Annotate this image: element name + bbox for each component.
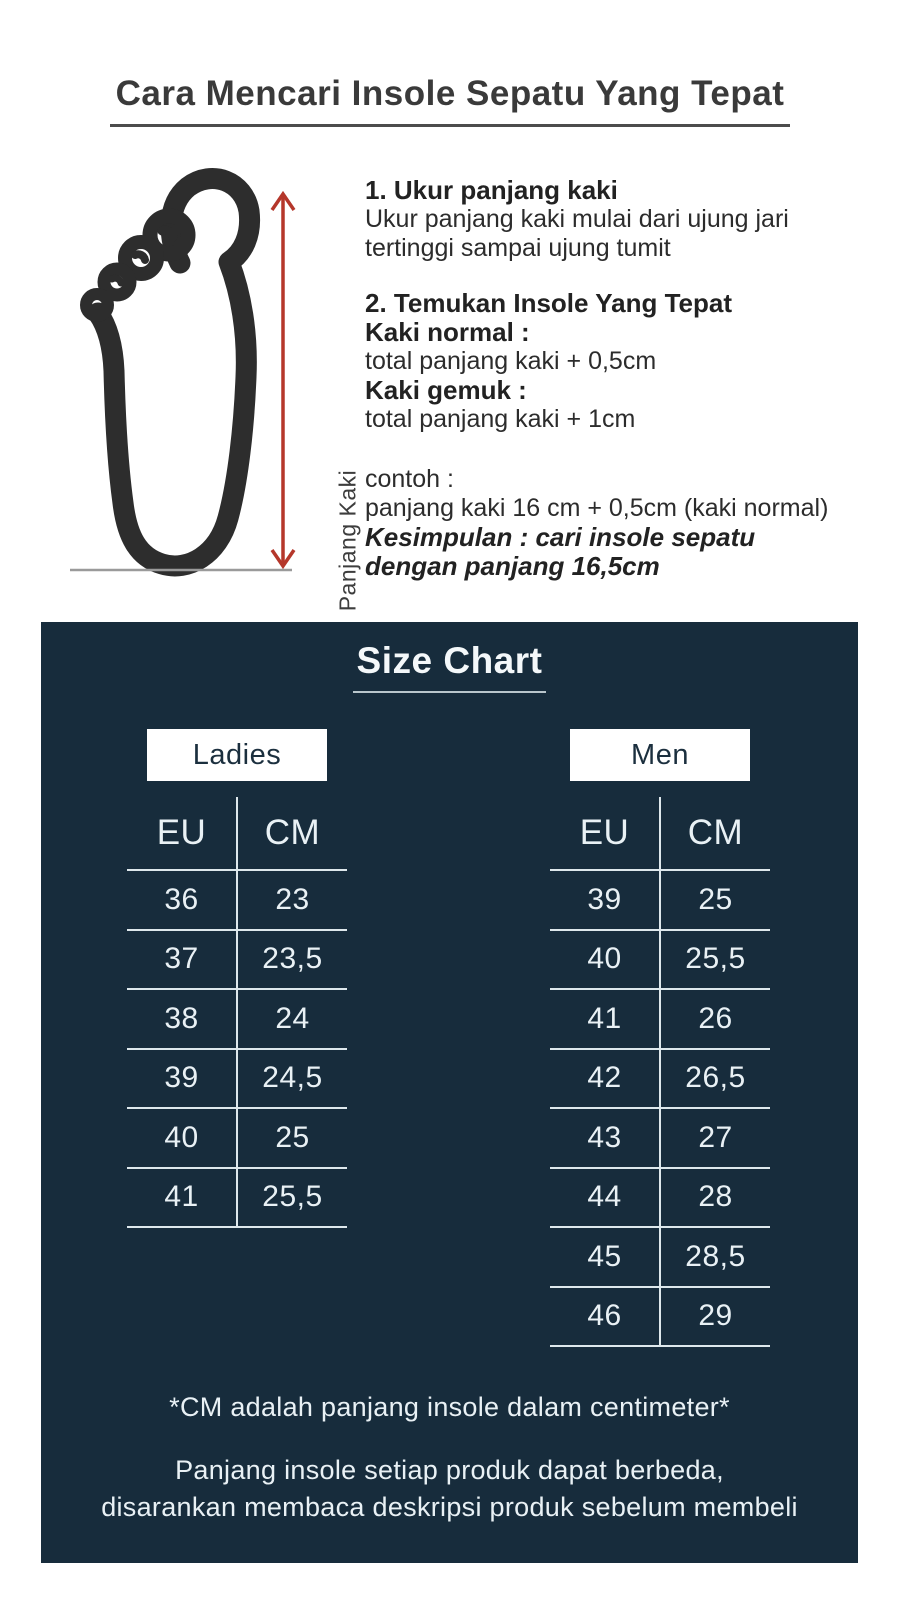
table-row <box>127 1109 347 1169</box>
kaki-normal-label: Kaki normal : <box>365 317 530 347</box>
table-row <box>550 1169 770 1229</box>
instructions <box>365 176 870 581</box>
contoh-value: panjang kaki 16 cm + 0,5cm (kaki normal) <box>365 494 829 522</box>
table-row <box>127 871 347 931</box>
table-row <box>127 931 347 991</box>
cm-value: 23,5 <box>236 931 347 989</box>
panjang-kaki-label: Panjang Kaki <box>334 469 361 612</box>
men-size-table <box>550 729 770 1347</box>
table-row <box>550 871 770 931</box>
cm-value: 26 <box>659 990 770 1048</box>
cm-value: 24 <box>236 990 347 1048</box>
table-label-men: Men <box>631 738 689 771</box>
cm-value: 29 <box>659 1288 770 1346</box>
contoh-label: contoh : <box>365 465 454 493</box>
cm-note: *CM adalah panjang insole dalam centimeter* <box>169 1392 730 1422</box>
table-row <box>127 1050 347 1110</box>
cm-value: 23 <box>236 871 347 929</box>
eu-value: 40 <box>587 942 622 976</box>
table-row <box>127 990 347 1050</box>
column-header-cm: CM <box>236 797 347 869</box>
kaki-normal-value: total panjang kaki + 0,5cm <box>365 347 657 375</box>
cm-value: 25,5 <box>236 1169 347 1227</box>
size-chart-panel <box>41 622 858 1563</box>
table-row <box>550 1109 770 1169</box>
size-chart-title: Size Chart <box>353 640 547 693</box>
step1-title: 1. Ukur panjang kaki <box>365 175 618 205</box>
table-label-box-ladies <box>147 729 327 781</box>
ladies-size-table <box>127 729 347 1228</box>
eu-value: 44 <box>587 1180 622 1214</box>
eu-value: 41 <box>164 1180 199 1214</box>
eu-value: 37 <box>164 942 199 976</box>
disclaimer-line1: Panjang insole setiap produk dapat berbeda, <box>175 1455 724 1485</box>
eu-value: 36 <box>164 882 199 916</box>
table-row <box>550 990 770 1050</box>
step1-text-line2: tertinggi sampai ujung tumit <box>365 234 671 262</box>
eu-value: 38 <box>164 1001 199 1035</box>
eu-value: 39 <box>587 882 622 916</box>
eu-value: 42 <box>587 1061 622 1095</box>
table-header-row <box>127 797 347 871</box>
table-row <box>550 1050 770 1110</box>
kesimpulan-line1: Kesimpulan : cari insole sepatu <box>365 522 756 552</box>
cm-value: 26,5 <box>659 1050 770 1108</box>
kesimpulan-line2: dengan panjang 16,5cm <box>365 551 660 581</box>
table-row <box>550 931 770 991</box>
cm-value: 24,5 <box>236 1050 347 1108</box>
foot-measure-diagram <box>40 165 361 612</box>
table-header-row <box>550 797 770 871</box>
page-title: Cara Mencari Insole Sepatu Yang Tepat <box>110 74 791 127</box>
length-arrow-icon <box>272 194 294 566</box>
step2-title: 2. Temukan Insole Yang Tepat <box>365 288 732 318</box>
column-header-cm: CM <box>659 797 770 869</box>
disclaimer-line2: disarankan membaca deskripsi produk sebelum membeli <box>101 1492 798 1522</box>
eu-value: 43 <box>587 1120 622 1154</box>
table-row <box>550 1228 770 1288</box>
cm-value: 25,5 <box>659 931 770 989</box>
page-title-wrap <box>0 74 900 127</box>
foot-outline-icon <box>40 165 330 585</box>
cm-value: 27 <box>659 1109 770 1167</box>
eu-value: 39 <box>164 1061 199 1095</box>
disclaimer-note <box>41 1452 858 1526</box>
table-row <box>127 1169 347 1229</box>
eu-value: 41 <box>587 1001 622 1035</box>
table-label-ladies: Ladies <box>192 738 282 771</box>
eu-value: 45 <box>587 1239 622 1273</box>
cm-value: 25 <box>236 1109 347 1167</box>
eu-value: 46 <box>587 1299 622 1333</box>
kaki-gemuk-label: Kaki gemuk : <box>365 375 527 405</box>
column-header-eu: EU <box>156 813 207 852</box>
size-chart-title-wrap <box>41 640 858 693</box>
column-header-eu: EU <box>579 813 630 852</box>
table-label-box-men <box>570 729 750 781</box>
cm-value: 28,5 <box>659 1228 770 1286</box>
table-row <box>550 1288 770 1348</box>
cm-value: 28 <box>659 1169 770 1227</box>
kaki-gemuk-value: total panjang kaki + 1cm <box>365 405 636 433</box>
cm-value: 25 <box>659 871 770 929</box>
eu-value: 40 <box>164 1120 199 1154</box>
step1-text-line1: Ukur panjang kaki mulai dari ujung jari <box>365 205 789 233</box>
